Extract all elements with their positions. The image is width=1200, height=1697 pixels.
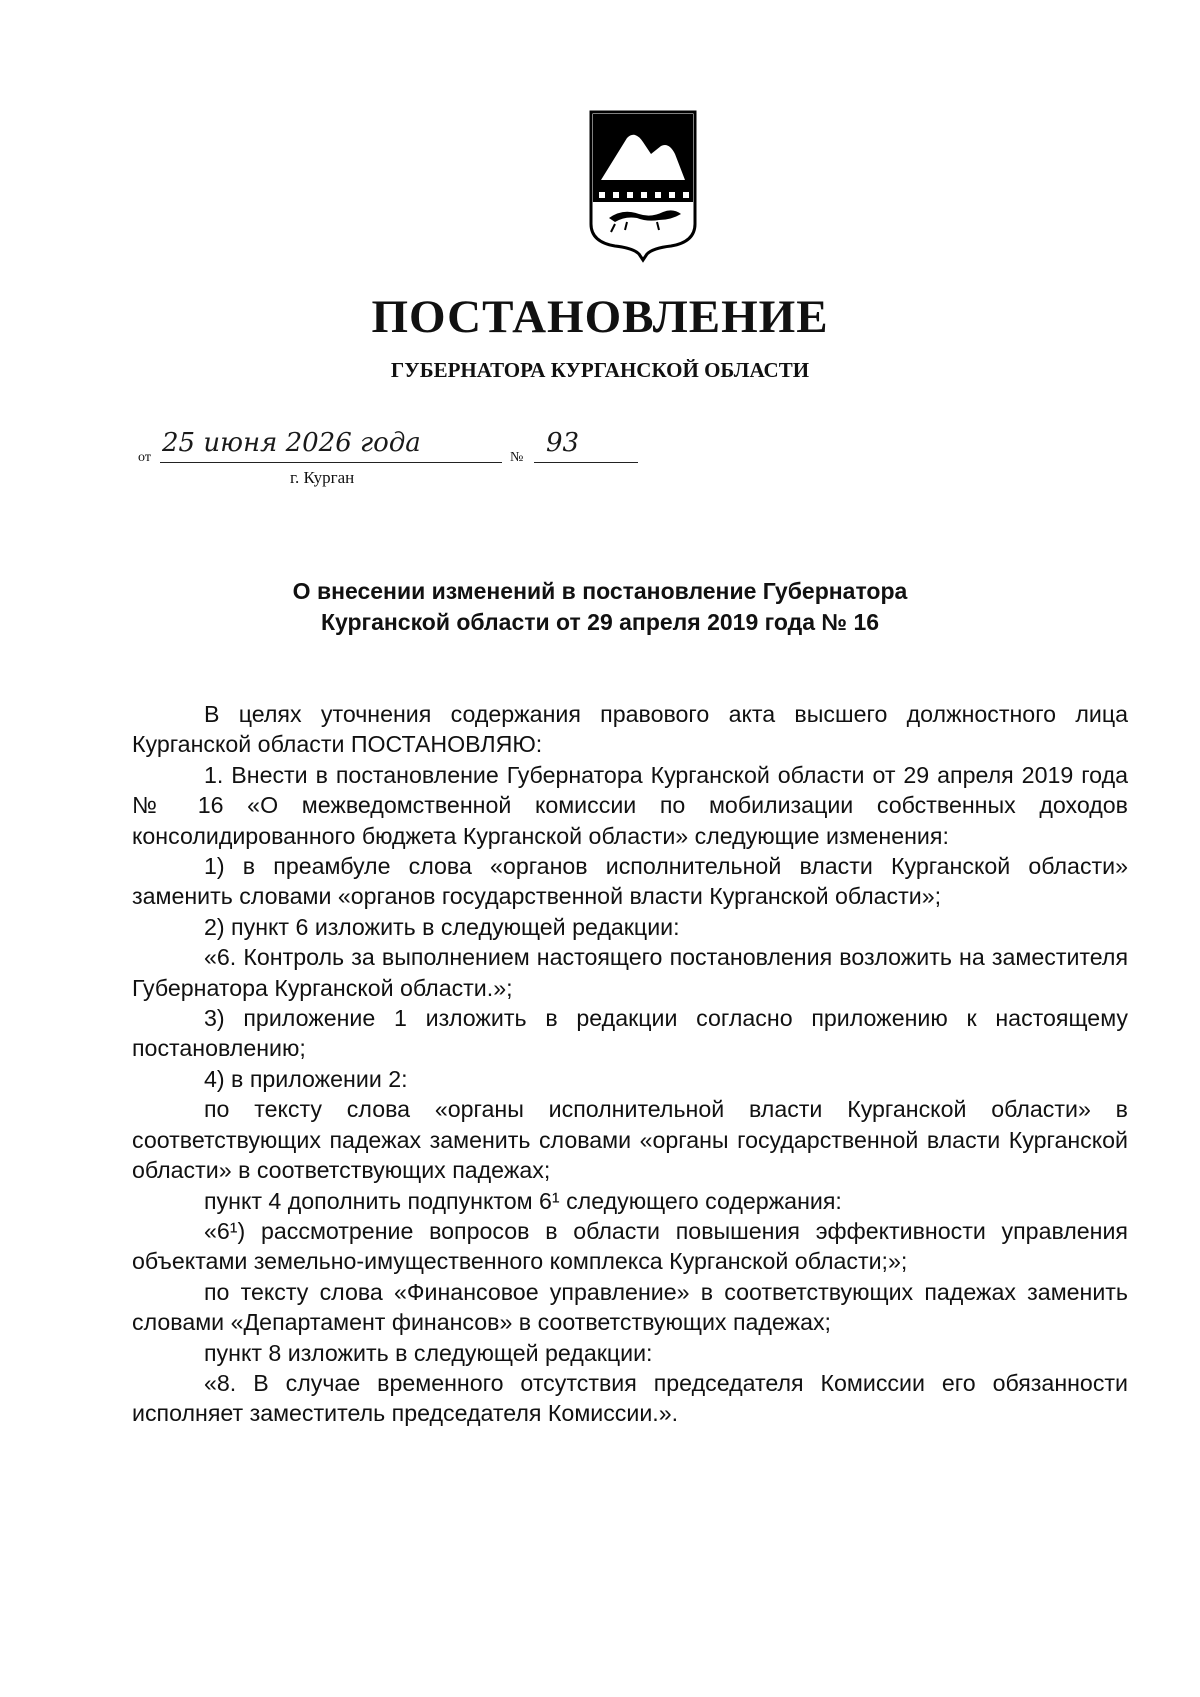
paragraph: «6. Контроль за выполнением настоящего постановления возложить на заместителя Губернатора Курганской области.»; [132,944,1128,1001]
paragraph: «6¹) рассмотрение вопросов в области повышения эффективности управления объектами земельно-имущественного комплекса Курганской области;»; [132,1217,1128,1275]
date-underline [160,462,502,463]
coat-of-arms-emblem [587,108,699,266]
document-title [0,576,1200,638]
date-prefix: от [138,450,151,465]
paragraph: пункт 4 дополнить подпунктом 6¹ следующего содержания: [204,1187,842,1214]
paragraph: «8. В случае временного отсутствия председателя Комиссии его обязанности исполняет заместитель председателя Комиссии.». [132,1369,1128,1427]
paragraph: В целях уточнения содержания правового акта высшего должностного лица Курганской области ПОСТАНОВЛЯЮ: [132,701,1128,758]
handwritten-date: 25 июня 2026 года [162,428,421,458]
paragraph: 2) пункт 6 изложить в следующей редакции: [204,913,680,940]
issuer-line: ГУБЕРНАТОРА КУРГАНСКОЙ ОБЛАСТИ [390,358,810,382]
title-line-2: Курганской области от 29 апреля 2019 года № 16 [320,609,880,635]
paragraph: 1) в преамбуле слова «органов исполнительной власти Курганской области» заменить словами «органов государственной власти Курганской области»; [132,853,1128,910]
number-underline [534,462,638,463]
title-line-1: О внесении изменений в постановление Губернатора [292,578,908,604]
paragraph: 4) в приложении 2: [204,1065,408,1092]
paragraph: 1. Внести в постановление Губернатора Курганской области от 29 апреля 2019 года № 16 «О межведомственной комиссии по мобилизации собственных доходов консолидированного бюджета Курганской области» следующие изменения: [132,761,1128,849]
city-label: г. Курган [290,468,355,487]
number-prefix: № [510,450,524,465]
document-body [132,699,1128,1429]
paragraph: по тексту слова «Финансовое управление» в соответствующих падежах заменить словами «Департамент финансов» в соответствующих падежах; [132,1278,1128,1336]
paragraph: по тексту слова «органы исполнительной власти Курганской области» в соответствующих падежах заменить словами «органы государственной власти Курганской области» в соответствующих падежах; [132,1096,1128,1184]
document-type-heading: ПОСТАНОВЛЕНИЕ [371,291,829,343]
paragraph: пункт 8 изложить в следующей редакции: [204,1339,653,1366]
date-number-line [138,428,658,498]
handwritten-number: 93 [546,428,580,458]
paragraph: 3) приложение 1 изложить в редакции согласно приложению к настоящему постановлению; [132,1005,1128,1062]
